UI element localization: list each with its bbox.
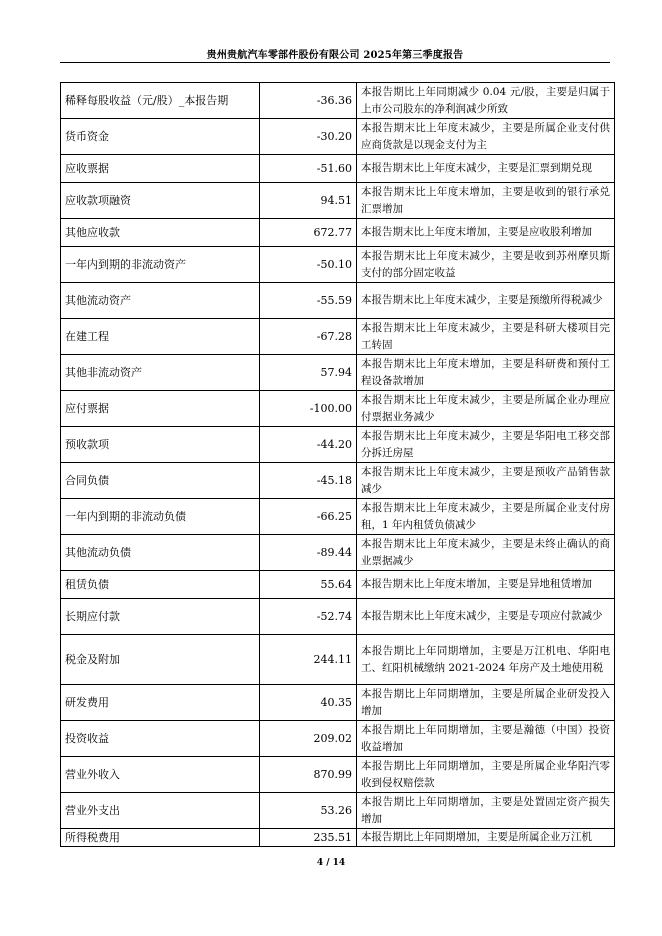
- row-reason: 本报告期末比上年度末减少，主要是华阳电工移交部分拆迁房屋: [357, 427, 615, 463]
- row-change-percent: -66.25: [260, 499, 357, 535]
- row-reason: 本报告期末比上年度末减少，主要是所属企业办理应付票据业务减少: [357, 391, 615, 427]
- row-item: 预收款项: [61, 427, 260, 463]
- row-reason: 本报告期末比上年度末减少，主要是所属企业支付供应商货款是以现金支付为主: [357, 119, 615, 155]
- row-item: 稀释每股收益（元/股）_本报告期: [61, 83, 260, 119]
- row-item: 一年内到期的非流动资产: [61, 247, 260, 283]
- row-change-percent: -45.18: [260, 463, 357, 499]
- table-row: [61, 535, 615, 571]
- row-item: 投资收益: [61, 721, 260, 757]
- row-reason: 本报告期末比上年度末减少，主要是未终止确认的商业票据减少: [357, 535, 615, 571]
- row-change-percent: 53.26: [260, 793, 357, 829]
- row-reason: 本报告期末比上年度末减少，主要是专项应付款减少: [357, 599, 615, 635]
- row-change-percent: 672.77: [260, 219, 357, 247]
- row-item: 其他应收款: [61, 219, 260, 247]
- row-item: 研发费用: [61, 685, 260, 721]
- row-change-percent: 870.99: [260, 757, 357, 793]
- row-change-percent: -44.20: [260, 427, 357, 463]
- row-item: 长期应付款: [61, 599, 260, 635]
- table-row: [61, 283, 615, 319]
- table-row: [61, 183, 615, 219]
- table-row: [61, 219, 615, 247]
- table-row: [61, 155, 615, 183]
- row-reason: 本报告期末比上年度末增加，主要是收到的银行承兑汇票增加: [357, 183, 615, 219]
- row-reason: 本报告期比上年同期增加，主要是瀚德（中国）投资收益增加: [357, 721, 615, 757]
- row-item: 营业外收入: [61, 757, 260, 793]
- row-item: 租赁负债: [61, 571, 260, 599]
- row-change-percent: -52.74: [260, 599, 357, 635]
- row-reason: 本报告期比上年同期增加，主要是处置固定资产损失增加: [357, 793, 615, 829]
- row-item: 营业外支出: [61, 793, 260, 829]
- page-header: 贵州贵航汽车零部件股份有限公司 2025年第三季度报告: [206, 50, 464, 61]
- table-row: [61, 247, 615, 283]
- row-reason: 本报告期末比上年度末增加，主要是科研费和预付工程设备款增加: [357, 355, 615, 391]
- table-row: [61, 599, 615, 635]
- row-change-percent: 209.02: [260, 721, 357, 757]
- table-row: [61, 427, 615, 463]
- row-reason: 本报告期比上年同期减少 0.04 元/股，主要是归属于上市公司股东的净利润减少所致: [357, 83, 615, 119]
- table-row: [61, 721, 615, 757]
- row-change-percent: 40.35: [260, 685, 357, 721]
- row-change-percent: 57.94: [260, 355, 357, 391]
- row-change-percent: -36.36: [260, 83, 357, 119]
- change-analysis-table: [60, 82, 615, 847]
- row-reason: 本报告期比上年同期增加，主要是所属企业华阳汽零收到侵权赔偿款: [357, 757, 615, 793]
- row-reason: 本报告期末比上年度末增加，主要是应收股利增加: [357, 219, 615, 247]
- row-reason: 本报告期末比上年度末增加，主要是异地租赁增加: [357, 571, 615, 599]
- row-item: 所得税费用: [61, 829, 260, 847]
- row-change-percent: -67.28: [260, 319, 357, 355]
- table-row: [61, 793, 615, 829]
- row-item: 其他流动资产: [61, 283, 260, 319]
- row-change-percent: -55.59: [260, 283, 357, 319]
- row-reason: 本报告期末比上年度末减少，主要是科研大楼项目完工转固: [357, 319, 615, 355]
- table-row: [61, 757, 615, 793]
- row-change-percent: -30.20: [260, 119, 357, 155]
- table-row: [61, 83, 615, 119]
- row-change-percent: -51.60: [260, 155, 357, 183]
- table-row: [61, 319, 615, 355]
- row-item: 税金及附加: [61, 635, 260, 685]
- table-row: [61, 829, 615, 847]
- table-row: [61, 499, 615, 535]
- header-rule: [60, 62, 610, 63]
- table-row: [61, 391, 615, 427]
- table-row: [61, 685, 615, 721]
- row-reason: 本报告期末比上年度末减少，主要是汇票到期兑现: [357, 155, 615, 183]
- row-change-percent: -100.00: [260, 391, 357, 427]
- row-reason: 本报告期末比上年度末减少，主要是所属企业支付房租，1 年内租赁负债减少: [357, 499, 615, 535]
- row-reason: 本报告期比上年同期增加，主要是所属企业万江机: [357, 829, 615, 847]
- table-row: [61, 463, 615, 499]
- row-item: 在建工程: [61, 319, 260, 355]
- row-item: 其他非流动资产: [61, 355, 260, 391]
- row-item: 合同负债: [61, 463, 260, 499]
- row-reason: 本报告期末比上年度末减少，主要是预收产品销售款减少: [357, 463, 615, 499]
- table-row: [61, 355, 615, 391]
- row-reason: 本报告期末比上年度末减少，主要是收到苏州摩贝斯支付的部分固定收益: [357, 247, 615, 283]
- row-item: 货币资金: [61, 119, 260, 155]
- row-item: 一年内到期的非流动负债: [61, 499, 260, 535]
- row-change-percent: 55.64: [260, 571, 357, 599]
- table-row: [61, 635, 615, 685]
- row-change-percent: 244.11: [260, 635, 357, 685]
- row-item: 其他流动负债: [61, 535, 260, 571]
- row-item: 应付票据: [61, 391, 260, 427]
- row-item: 应收票据: [61, 155, 260, 183]
- row-reason: 本报告期比上年同期增加，主要是万江机电、华阳电工、红阳机械缴纳 2021-2024 年房产及土地使用税: [357, 635, 615, 685]
- row-reason: 本报告期比上年同期增加，主要是所属企业研发投入增加: [357, 685, 615, 721]
- row-item: 应收款项融资: [61, 183, 260, 219]
- row-change-percent: -50.10: [260, 247, 357, 283]
- row-change-percent: 94.51: [260, 183, 357, 219]
- table-row: [61, 571, 615, 599]
- page-number: 4 / 14: [316, 858, 346, 868]
- table-row: [61, 119, 615, 155]
- row-change-percent: 235.51: [260, 829, 357, 847]
- row-reason: 本报告期末比上年度末减少，主要是预缴所得税减少: [357, 283, 615, 319]
- row-change-percent: -89.44: [260, 535, 357, 571]
